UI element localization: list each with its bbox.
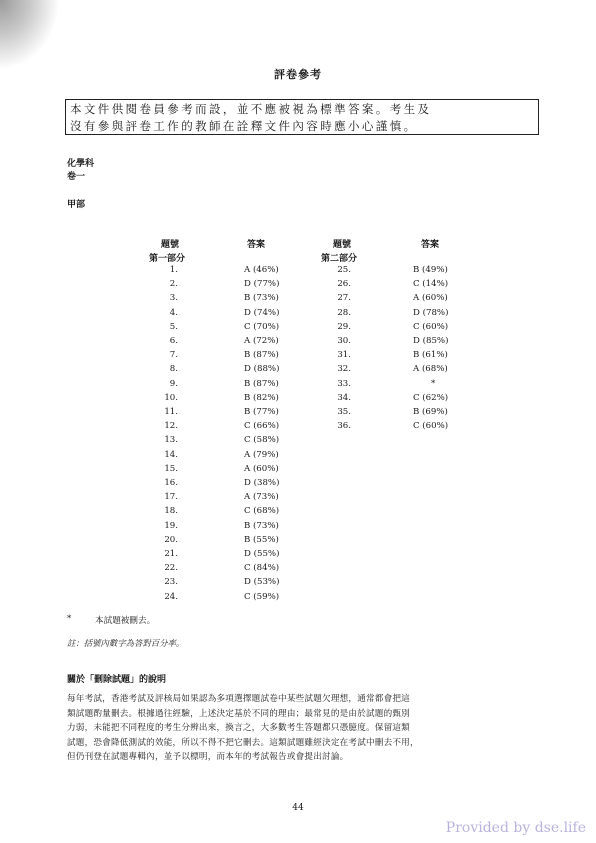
answer-value: C (70%) [244,321,280,332]
question-number: 27. [337,293,351,304]
question-number: 29. [337,321,351,332]
question-number: 11. [164,407,178,417]
disclaimer-box [65,99,539,135]
question-number: 25. [337,265,351,275]
paper-label: 卷一 [67,172,86,182]
question-number: 30. [337,336,351,346]
part2-label: 第二部分 [321,254,358,264]
explanation-line: 但仍刊登在試題專輯內，並予以標明，而本年的考試報告或會提出討論。 [67,752,349,762]
question-number: 17. [164,492,178,503]
question-number: 2. [169,279,178,290]
answer-value: A (72%) [244,336,279,346]
question-number: 28. [337,307,351,318]
question-number: 7. [169,350,178,361]
part1-answer-header: 答案 [247,240,266,250]
answer-value: C (60%) [413,421,449,432]
question-number: 36. [337,421,351,432]
footnote-text: 本試題被刪去。 [95,616,156,626]
answer-value: C (58%) [244,435,280,446]
answer-value: D (77%) [244,279,280,290]
question-number: 22. [164,563,178,574]
answer-value: D (53%) [244,577,280,588]
page-number: 44 [292,803,304,813]
question-number: 1. [169,265,178,275]
disclaimer-line-1: 本文件供閱卷員參考而設，並不應被視為標準答案。考生及 [70,102,432,116]
question-number: 33. [337,378,351,389]
question-number: 15. [164,463,178,474]
deleted-questions-explanation [67,692,529,765]
answer-value: C (59%) [244,591,280,602]
answer-value: B (87%) [244,378,279,389]
part1-question-header: 題號 [161,240,180,250]
answer-value: A (60%) [244,463,279,474]
explanation-line: 類試題酌量刪去。根據過往經驗，上述決定基於不同的理由；最常見的是由於試題的甄別 [67,708,410,719]
answer-value: A (68%) [413,364,448,375]
question-number: 16. [164,478,178,488]
question-number: 19. [164,520,178,531]
percentage-note: 註：括號內數字為答對百分率。 [67,638,185,648]
question-number: 20. [164,534,178,545]
question-number: 32. [337,364,351,375]
answer-value: C (14%) [413,279,449,290]
question-number: 31. [337,350,351,361]
answer-value: B (69%) [413,407,448,417]
scan-edge-shadow [0,0,60,70]
answer-value: B (55%) [244,534,279,545]
answer-value: C (84%) [244,563,280,574]
question-number: 3. [169,293,178,304]
section-label: 甲部 [67,200,86,210]
answer-value: B (73%) [244,520,279,531]
answer-value: D (78%) [413,307,449,318]
subject-name: 化學科 [67,159,95,169]
question-number: 8. [169,364,178,375]
question-number: 4. [169,307,178,318]
answer-value: B (87%) [244,350,279,361]
question-number: 24. [164,591,178,602]
question-number: 34. [337,392,351,403]
answer-value: C (66%) [244,421,280,432]
explanation-line: 試題，恐會降低測試的效能，所以不得不把它刪去。這類試題雖經決定在考試中刪去不用， [67,737,419,748]
part2-question-header: 題號 [333,240,352,250]
explanation-line: 每年考試，香港考試及評核局如果認為多項選擇題試卷中某些試題欠理想，通常都會把這 [67,694,410,704]
answer-value: C (68%) [244,506,280,517]
answer-value: A (60%) [413,293,448,304]
answer-value: D (38%) [244,478,280,488]
question-number: 12. [164,421,178,432]
explanation-line: 力弱，未能把不同程度的考生分辨出來，換言之，大多數考生答題都只憑臆度。保留這類 [67,723,410,733]
answer-value: D (88%) [244,364,280,375]
disclaimer-line-2: 沒有參與評卷工作的教師在詮釋文件內容時應小心謹慎。 [70,119,418,133]
question-number: 21. [164,549,178,559]
part2-answer-header: 答案 [421,240,440,250]
question-number: 26. [337,279,351,290]
question-number: 35. [337,407,351,417]
answer-value: C (60%) [413,321,449,332]
answer-value: D (55%) [244,549,280,559]
deleted-questions-title: 關於「刪除試題」的說明 [67,675,167,685]
footnote-mark: * [67,614,72,624]
answer-value: B (82%) [244,392,279,403]
answer-value: A (79%) [244,449,279,460]
watermark: Provided by dse.life [445,820,586,836]
answer-value: B (61%) [413,350,448,361]
part1-label: 第一部分 [149,254,186,264]
answer-value: B (73%) [244,293,279,304]
answer-value: B (77%) [244,407,279,417]
question-number: 10. [164,392,178,403]
question-number: 23. [164,577,178,588]
question-number: 6. [169,336,178,346]
answer-value: D (74%) [244,307,280,318]
subject-block [67,158,94,184]
question-number: 18. [164,506,178,517]
answer-value: A (73%) [244,492,279,503]
question-number: 14. [164,449,178,460]
answer-value: A (46%) [244,265,279,275]
answer-value: * [431,378,436,389]
question-number: 13. [164,435,178,446]
question-number: 5. [169,321,178,332]
question-number: 9. [169,378,178,389]
page-title: 評卷參考 [274,68,322,81]
answer-value: C (62%) [413,392,449,403]
answer-value: D (85%) [413,336,449,346]
answer-value: B (49%) [413,265,448,275]
